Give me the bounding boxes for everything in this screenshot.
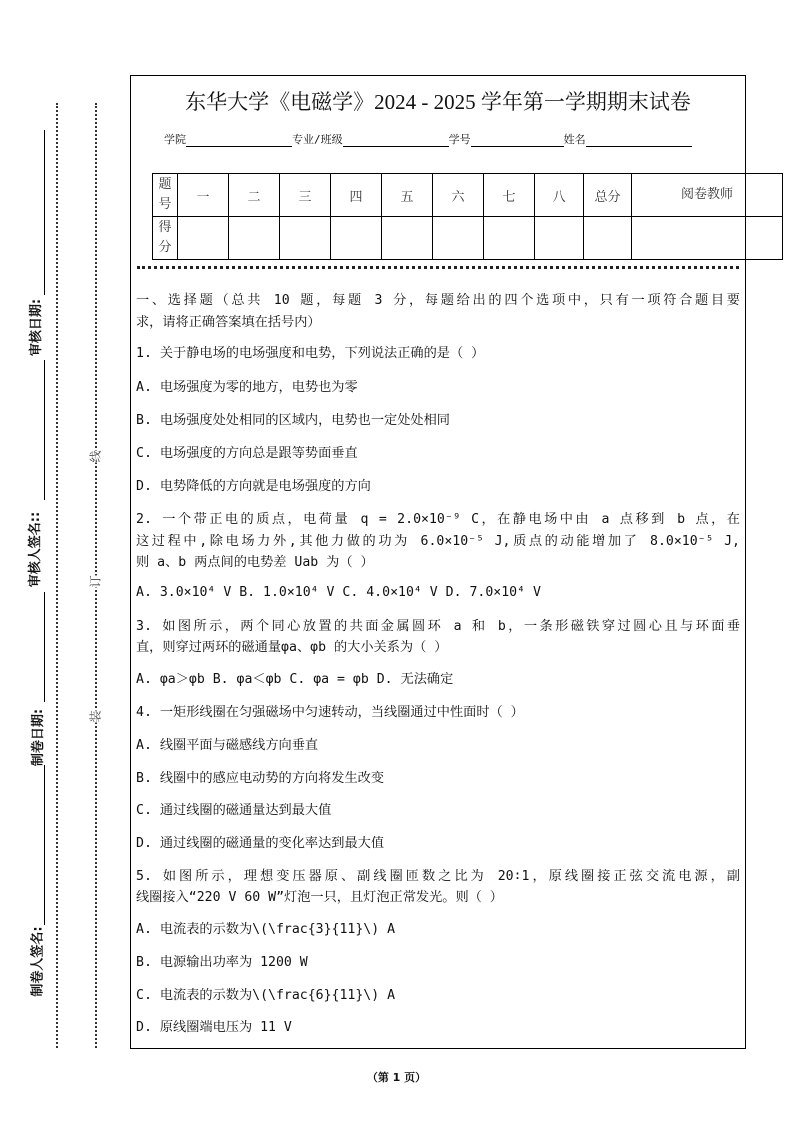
score-table	[152, 173, 783, 260]
score-cell[interactable]	[280, 217, 331, 260]
score-cell[interactable]	[382, 217, 433, 260]
score-cell[interactable]	[632, 217, 783, 260]
question-3-options: A. φa＞φb B. φa＜φb C. φa = φb D. 无法确定	[136, 672, 454, 687]
score-cell[interactable]	[178, 217, 229, 260]
question-1-stem: 1. 关于静电场的电场强度和电势，下列说法正确的是（ ）	[136, 346, 485, 361]
make-date-label: 制卷日期:	[31, 708, 47, 767]
question-3-stem: 直，则穿过两环的磁通量φa、φb 的大小关系为（ ）	[136, 640, 448, 655]
student-info	[164, 131, 692, 147]
question-2-options: A. 3.0×10⁴ V B. 1.0×10⁴ V C. 4.0×10⁴ V D. 7.0×10⁴ V	[136, 585, 541, 600]
section-heading-line: 一、选择题（总共 10 题，每题 3 分，每题给出的四个选项中，只有一项符合题目要	[136, 293, 740, 308]
page-number: （第 1 页）	[366, 1071, 427, 1084]
question-1-option-c: C. 电场强度的方向总是跟等势面垂直	[136, 446, 358, 461]
question-1-option-b: B. 电场强度处处相同的区域内，电势也一定处处相同	[136, 413, 450, 428]
review-date-label: 审核日期:	[29, 298, 45, 357]
score-table-header-row	[153, 174, 783, 217]
question-5-option-d: D. 原线圈端电压为 11 V	[136, 1020, 292, 1035]
review-date-line	[44, 130, 45, 295]
make-date-line	[44, 592, 45, 702]
maker-sign-line	[44, 765, 45, 925]
question-5-option-c: C. 电流表的示数为\(\frac{6}{11}\) A	[136, 988, 396, 1003]
reviewer-sign-line	[44, 360, 45, 500]
col-header: 总分	[584, 174, 632, 217]
binding-char-ding: 订	[88, 575, 103, 588]
score-cell[interactable]	[535, 217, 584, 260]
exam-title: 东华大学《电磁学》2024 - 2025 学年第一学期期末试卷	[185, 90, 691, 114]
score-cell[interactable]	[433, 217, 484, 260]
question-3-stem: 3. 如图所示，两个同心放置的共面金属圆环 a 和 b，一条形磁铁穿过圆心且与环面垂	[136, 619, 740, 634]
col-header: 六	[433, 174, 484, 217]
maker-sign-label: 制卷人签名:	[30, 926, 46, 997]
student-id-field[interactable]	[471, 132, 564, 147]
question-2-stem: 则 a、b 两点间的电势差 Uab 为（ ）	[136, 555, 374, 570]
name-label: 姓名	[563, 133, 586, 146]
col-header: 一	[178, 174, 229, 217]
name-field[interactable]	[586, 132, 692, 147]
question-4-stem: 4. 一矩形线圈在匀强磁场中匀速转动，当线圈通过中性面时（ ）	[136, 705, 524, 720]
binding-char-xian: 线	[88, 450, 103, 463]
student-id-label: 学号	[448, 133, 471, 146]
score-table-score-row	[153, 217, 783, 260]
question-5-stem: 线圈接入“220 V 60 W”灯泡一只，且灯泡正常发光。则（ ）	[136, 890, 503, 905]
score-cell[interactable]	[484, 217, 535, 260]
major-label: 专业/班级	[292, 133, 343, 146]
college-label: 学院	[164, 133, 186, 146]
reviewer-sign-label: 审核人签名::	[28, 511, 44, 588]
col-header: 八	[535, 174, 584, 217]
row-label-question-no: 题号	[153, 174, 178, 217]
score-cell[interactable]	[229, 217, 280, 260]
row-label-score: 得分	[153, 217, 178, 260]
major-field[interactable]	[343, 132, 449, 147]
question-1-option-a: A. 电场强度为零的地方，电势也为零	[136, 380, 358, 395]
col-header: 五	[382, 174, 433, 217]
question-4-option-c: C. 通过线圈的磁通量达到最大值	[136, 803, 332, 818]
question-2-stem: 2. 一个带正电的质点，电荷量 q = 2.0×10⁻⁹ C，在静电场中由 a 点移到 b 点，在	[136, 512, 740, 527]
college-field[interactable]	[186, 132, 292, 147]
question-5-stem: 5. 如图所示，理想变压器原、副线圈匝数之比为 20∶1，原线圈接正弦交流电源，副	[136, 869, 740, 884]
question-4-option-d: D. 通过线圈的磁通量的变化率达到最大值	[136, 836, 385, 851]
question-4-option-b: B. 线圈中的感应电动势的方向将发生改变	[136, 771, 385, 786]
question-5-option-b: B. 电源输出功率为 1200 W	[136, 955, 308, 970]
question-2-stem: 这过程中,除电场力外,其他力做的功为 6.0×10⁻⁵ J,质点的动能增加了 8.0×10⁻⁵ J,	[136, 534, 740, 549]
col-header: 阅卷教师	[632, 174, 783, 217]
section-heading-line: 求，请将正确答案填在括号内）	[136, 315, 321, 330]
col-header: 三	[280, 174, 331, 217]
col-header: 七	[484, 174, 535, 217]
separator-dotted	[137, 266, 739, 269]
score-cell[interactable]	[331, 217, 382, 260]
question-4-option-a: A. 线圈平面与磁感线方向垂直	[136, 738, 319, 753]
binding-dotted-line-outer	[56, 103, 58, 1048]
col-header: 二	[229, 174, 280, 217]
col-header: 四	[331, 174, 382, 217]
binding-char-zhuang: 装	[88, 710, 103, 723]
question-5-option-a: A. 电流表的示数为\(\frac{3}{11}\) A	[136, 922, 396, 937]
question-1-option-d: D. 电势降低的方向就是电场强度的方向	[136, 479, 371, 494]
score-cell[interactable]	[584, 217, 632, 260]
